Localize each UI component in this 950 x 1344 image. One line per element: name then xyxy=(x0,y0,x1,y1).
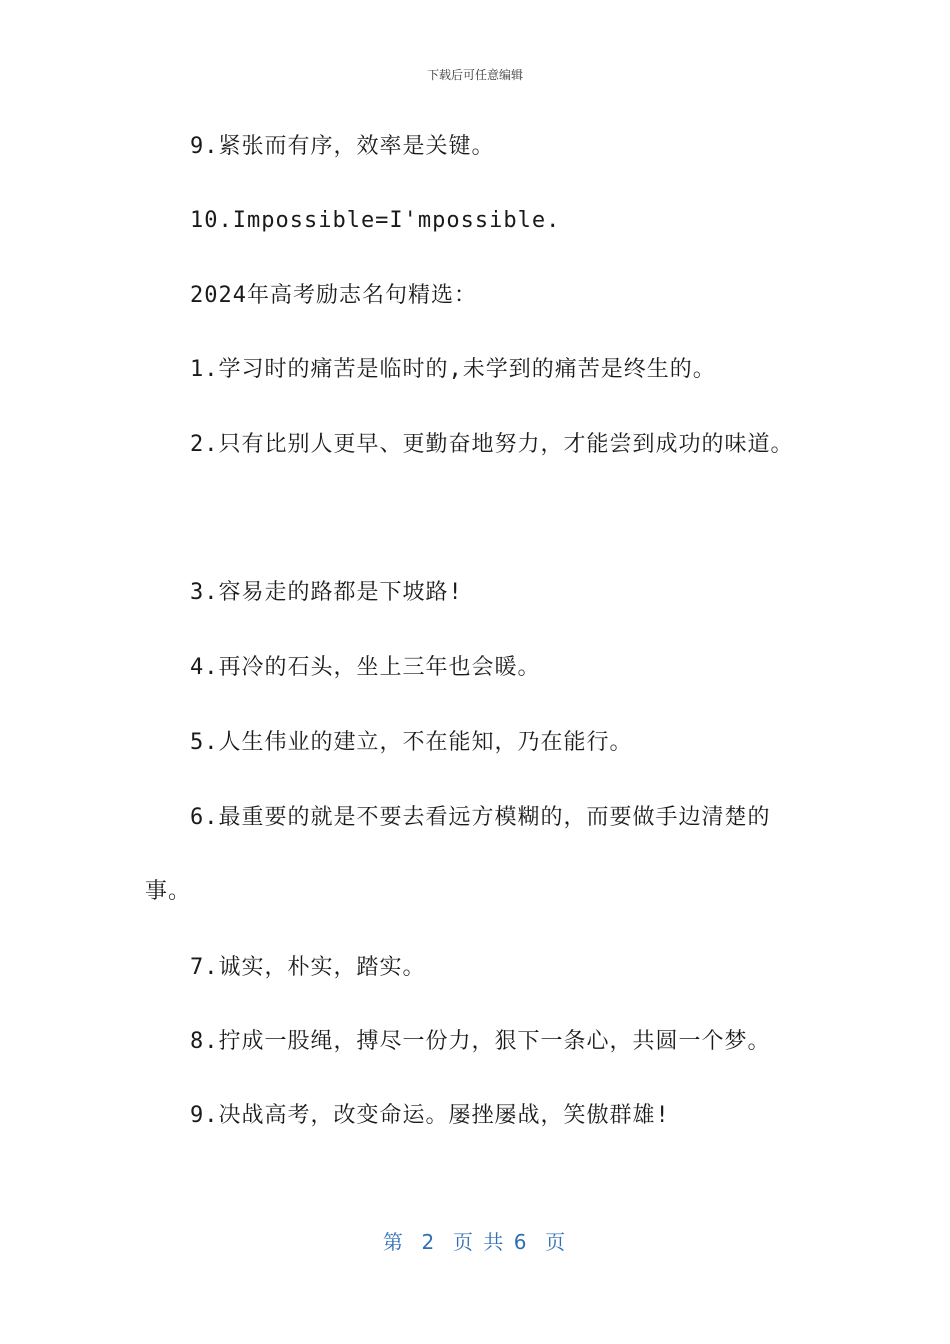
text-line-5: 2.只有比别人更早、更勤奋地努力，才能尝到成功的味道。 xyxy=(190,432,794,457)
section-heading: 2024年高考励志名句精选： xyxy=(190,283,477,308)
text-line-1: 9.紧张而有序，效率是关键。 xyxy=(190,134,495,159)
text-line-6: 3.容易走的路都是下坡路! xyxy=(190,580,463,605)
text-line-2: 10.Impossible=I'mpossible. xyxy=(190,208,561,233)
text-line-11: 7.诚实，朴实，踏实。 xyxy=(190,955,426,980)
page-header-note: 下载后可任意编辑 xyxy=(426,68,523,82)
text-line-13: 9.决战高考，改变命运。屡挫屡战，笑傲群雄! xyxy=(190,1103,670,1128)
text-line-9: 6.最重要的就是不要去看远方模糊的，而要做手边清楚的 xyxy=(190,805,771,830)
text-line-7: 4.再冷的石头，坐上三年也会暖。 xyxy=(190,655,541,680)
text-line-8: 5.人生伟业的建立，不在能知，乃在能行。 xyxy=(190,730,633,755)
text-line-12: 8.拧成一股绳，搏尽一份力，狠下一条心，共圆一个梦。 xyxy=(190,1029,771,1054)
text-line-10: 事。 xyxy=(145,879,192,904)
page-number-footer: 第 2 页 共 6 页 xyxy=(382,1230,568,1254)
text-line-4: 1.学习时的痛苦是临时的,未学到的痛苦是终生的。 xyxy=(190,357,716,382)
